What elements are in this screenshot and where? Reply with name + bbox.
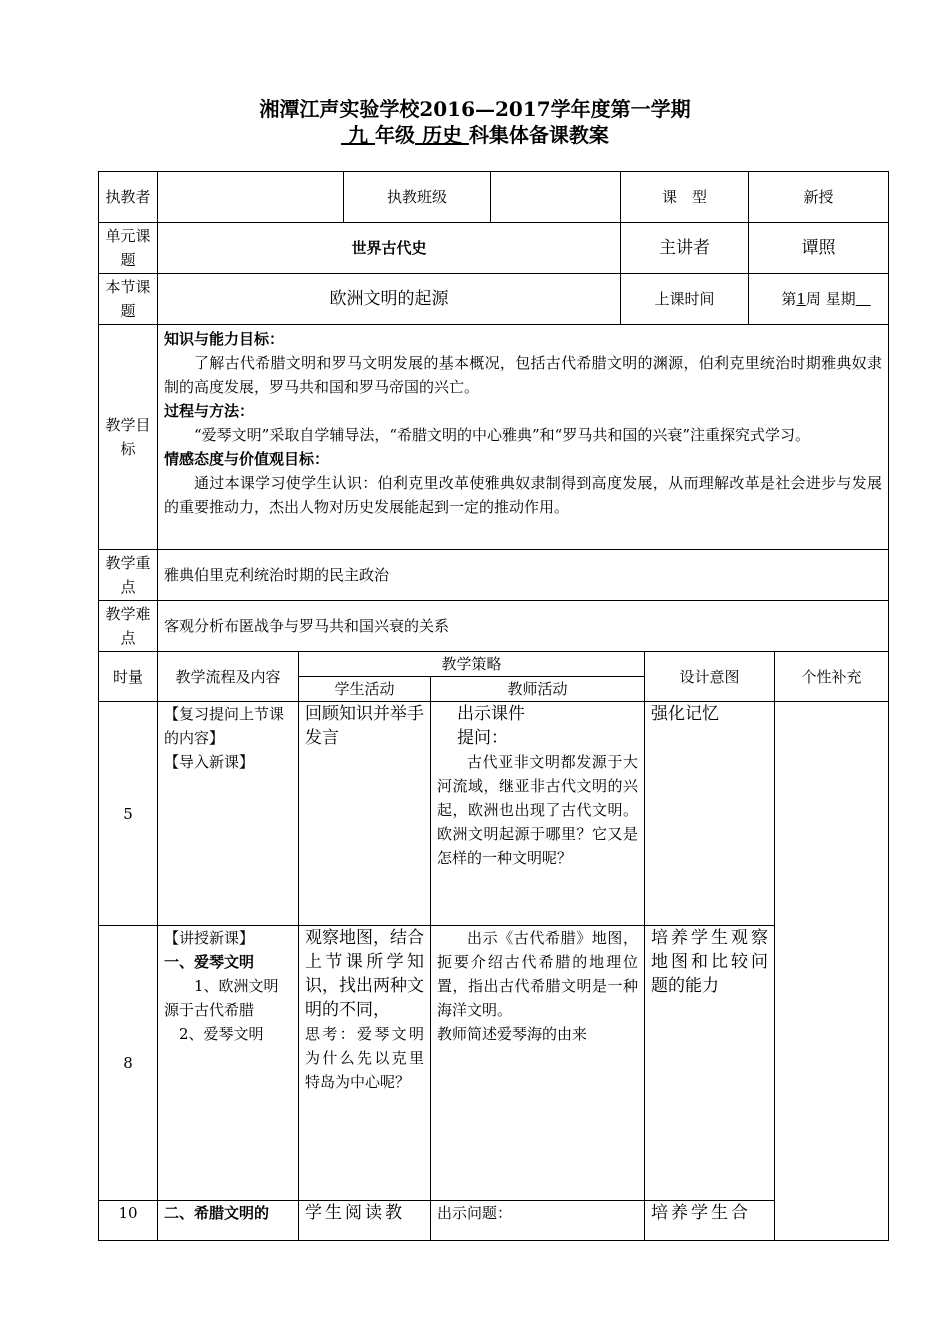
grade-value: 九: [348, 123, 369, 147]
header-table: [98, 171, 889, 652]
teacher-label: 执教者: [99, 172, 158, 223]
process-table: [98, 651, 889, 1241]
class-value: [491, 172, 621, 223]
header-flow: 教学流程及内容: [158, 652, 299, 702]
row-teacher: 出示课件 提问： 古代亚非文明都发源于大河流域，继亚非古代文明的兴起，欧洲也出现了古代文明。欧洲文明起源于哪里？它又是怎样的一种文明呢？: [431, 702, 645, 926]
difficulty-label: 教学难点: [99, 601, 158, 652]
unit-label: 单元课题: [99, 223, 158, 274]
row-flow: 【讲授新课】 一、爱琴文明 1、欧洲文明源于古代希腊 2、爱琴文明: [158, 926, 299, 1201]
header-time: 时量: [99, 652, 158, 702]
row-intent: 培养学生观察地图和比较问题的能力: [645, 926, 775, 1201]
lecturer-value: 谭照: [749, 223, 889, 274]
row-time: 5: [99, 702, 158, 926]
header-intent: 设计意图: [645, 652, 775, 702]
row-time: 8: [99, 926, 158, 1201]
header-teacher: 教师活动: [431, 677, 645, 702]
time-value: 第1周 星期: [749, 274, 889, 325]
objective-text-knowledge: 了解古代希腊文明和罗马文明发展的基本概况，包括古代希腊文明的渊源，伯利克里统治时期雅典奴隶制的高度发展，罗马共和国和罗马帝国的兴亡。: [164, 354, 882, 396]
row-teacher: 出示《古代希腊》地图，扼要介绍古代希腊的地理位置，指出古代希腊文明是一种海洋文明。 教师简述爱琴海的由来: [431, 926, 645, 1201]
table-row: [99, 702, 889, 926]
row-time: 10: [99, 1201, 158, 1241]
class-label: 执教班级: [344, 172, 491, 223]
lesson-type-label: 课 型: [621, 172, 749, 223]
objective-text-process: “爱琴文明”采取自学辅导法，“希腊文明的中心雅典”和“罗马共和国的兴衰”注重探究式学习。: [194, 426, 811, 444]
row-intent: 培养学生合: [645, 1201, 775, 1241]
section-label: 本节课题: [99, 274, 158, 325]
header-strategy: 教学策略: [299, 652, 645, 677]
row-flow: 【复习提问上节课的内容】 【导入新课】: [158, 702, 299, 926]
header-student: 学生活动: [299, 677, 431, 702]
difficulty-value: 客观分析布匿战争与罗马共和国兴衰的关系: [158, 601, 889, 652]
objective-heading-knowledge: 知识与能力目标：: [164, 330, 285, 348]
row-intent: 强化记忆: [645, 702, 775, 926]
table-row: [99, 1201, 889, 1241]
table-row: [99, 926, 889, 1201]
row-student: 回顾知识并举手发言: [299, 702, 431, 926]
time-label: 上课时间: [621, 274, 749, 325]
row-student: 观察地图，结合上节课所学知识，找出两种文明的不同， 思考：爱琴文明为什么先以克里特岛为中心呢？: [299, 926, 431, 1201]
objective-text-emotion: 通过本课学习使学生认识：伯利克里改革使雅典奴隶制得到高度发展，从而理解改革是社会进步与发展的重要推动力，杰出人物对历史发展能起到一定的推动作用。: [164, 474, 882, 516]
row-teacher: 出示问题：: [431, 1201, 645, 1241]
document-title: 湘潭江声实验学校2016—2017学年度第一学期: [259, 97, 691, 121]
key-point-label: 教学重点: [99, 550, 158, 601]
key-point-value: 雅典伯里克利统治时期的民主政治: [158, 550, 889, 601]
subject-value: 历史: [421, 123, 462, 147]
objectives-label: 教学目标: [99, 325, 158, 550]
lesson-type-value: 新授: [749, 172, 889, 223]
objective-heading-emotion: 情感态度与价值观目标：: [164, 450, 330, 468]
objectives-content: [158, 325, 889, 550]
unit-value: 世界古代史: [158, 223, 621, 274]
teacher-value: [158, 172, 344, 223]
lecturer-label: 主讲者: [621, 223, 749, 274]
header-personal: 个性补充: [775, 652, 889, 702]
grade-suffix: 年级: [375, 123, 415, 147]
row-student: 学生阅读教: [299, 1201, 431, 1241]
objective-heading-process: 过程与方法：: [164, 402, 255, 420]
row-flow: 二、希腊文明的: [158, 1201, 299, 1241]
subtitle-rest: 科集体备课教案: [468, 123, 609, 147]
section-value: 欧洲文明的起源: [158, 274, 621, 325]
personal-supplement: [775, 702, 889, 1241]
document-subtitle: [0, 122, 950, 148]
